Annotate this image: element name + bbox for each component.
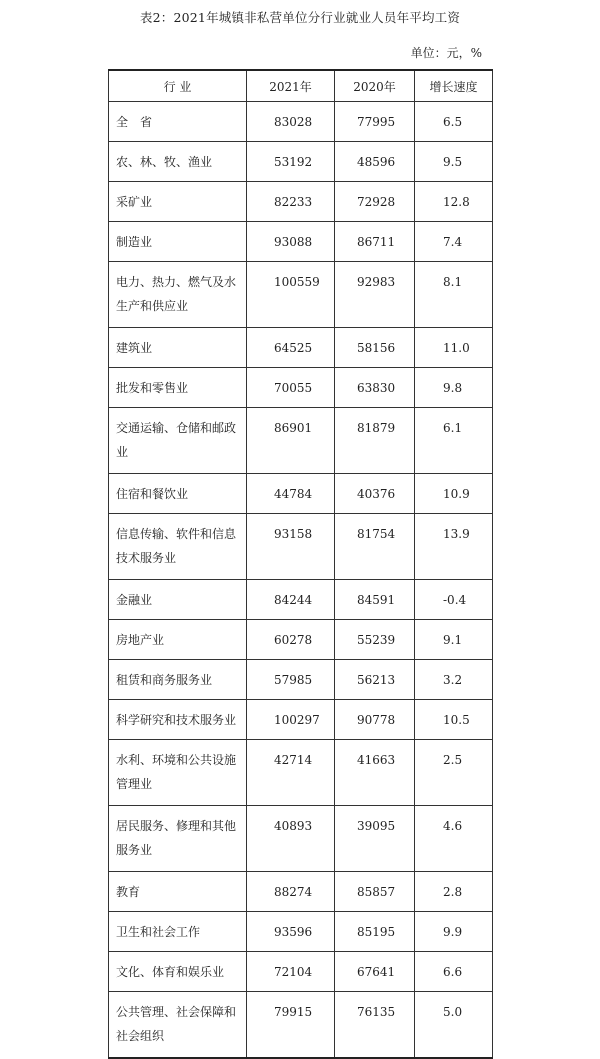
table-row [109, 182, 493, 222]
industry-cell: 住宿和餐饮业 [109, 474, 247, 514]
wage-2020-cell: 41663 [335, 740, 415, 806]
wage-2021-cell: 72104 [247, 952, 335, 992]
table-row [109, 328, 493, 368]
table-header-row [109, 70, 493, 102]
unit-label: 单位：元，% [410, 46, 482, 60]
wage-2020-cell: 77995 [335, 102, 415, 142]
growth-rate-cell: 11.0 [415, 328, 493, 368]
industry-cell: 金融业 [109, 580, 247, 620]
industry-cell: 批发和零售业 [109, 368, 247, 408]
wage-2021-cell: 79915 [247, 992, 335, 1059]
table-title: 表2：2021年城镇非私营单位分行业就业人员年平均工资 [139, 10, 461, 25]
growth-rate-cell: 6.6 [415, 952, 493, 992]
growth-rate-cell: 6.1 [415, 408, 493, 474]
industry-cell: 农、林、牧、渔业 [109, 142, 247, 182]
table-row [109, 514, 493, 580]
table-row [109, 474, 493, 514]
growth-rate-cell: -0.4 [415, 580, 493, 620]
growth-rate-cell: 13.9 [415, 514, 493, 580]
wage-2020-cell: 55239 [335, 620, 415, 660]
wage-2021-cell: 88274 [247, 872, 335, 912]
wage-2021-cell: 82233 [247, 182, 335, 222]
industry-cell: 居民服务、修理和其他服务业 [109, 806, 247, 872]
wage-2021-cell: 93596 [247, 912, 335, 952]
growth-rate-cell: 4.6 [415, 806, 493, 872]
industry-cell: 文化、体育和娱乐业 [109, 952, 247, 992]
table-row [109, 700, 493, 740]
industry-cell: 卫生和社会工作 [109, 912, 247, 952]
industry-cell: 制造业 [109, 222, 247, 262]
wage-2020-cell: 85195 [335, 912, 415, 952]
table-row [109, 222, 493, 262]
industry-cell: 采矿业 [109, 182, 247, 222]
wage-2021-cell: 53192 [247, 142, 335, 182]
wage-2020-cell: 39095 [335, 806, 415, 872]
wage-table [108, 69, 493, 1059]
growth-rate-cell: 10.5 [415, 700, 493, 740]
growth-rate-cell: 9.5 [415, 142, 493, 182]
table-row [109, 368, 493, 408]
wage-2021-cell: 42714 [247, 740, 335, 806]
wage-2021-cell: 57985 [247, 660, 335, 700]
table-row [109, 952, 493, 992]
wage-2020-cell: 58156 [335, 328, 415, 368]
table-row [109, 660, 493, 700]
wage-2021-cell: 100559 [247, 262, 335, 328]
growth-rate-cell: 9.1 [415, 620, 493, 660]
wage-2020-cell: 81879 [335, 408, 415, 474]
wage-2021-cell: 84244 [247, 580, 335, 620]
wage-2020-cell: 48596 [335, 142, 415, 182]
wage-2021-cell: 60278 [247, 620, 335, 660]
industry-cell: 建筑业 [109, 328, 247, 368]
growth-rate-cell: 6.5 [415, 102, 493, 142]
table-row [109, 912, 493, 952]
wage-2020-cell: 40376 [335, 474, 415, 514]
wage-2020-cell: 67641 [335, 952, 415, 992]
growth-rate-cell: 9.8 [415, 368, 493, 408]
industry-cell: 水利、环境和公共设施管理业 [109, 740, 247, 806]
wage-2020-cell: 85857 [335, 872, 415, 912]
growth-rate-cell: 2.8 [415, 872, 493, 912]
wage-2020-cell: 56213 [335, 660, 415, 700]
header-2020: 2020年 [335, 70, 415, 102]
table-row [109, 580, 493, 620]
wage-2021-cell: 40893 [247, 806, 335, 872]
growth-rate-cell: 12.8 [415, 182, 493, 222]
table-row [109, 992, 493, 1059]
wage-2021-cell: 86901 [247, 408, 335, 474]
wage-2021-cell: 100297 [247, 700, 335, 740]
growth-rate-cell: 2.5 [415, 740, 493, 806]
wage-2020-cell: 72928 [335, 182, 415, 222]
industry-cell: 交通运输、仓储和邮政业 [109, 408, 247, 474]
wage-2020-cell: 63830 [335, 368, 415, 408]
table-row [109, 740, 493, 806]
growth-rate-cell: 9.9 [415, 912, 493, 952]
industry-cell: 信息传输、软件和信息技术服务业 [109, 514, 247, 580]
growth-rate-cell: 5.0 [415, 992, 493, 1059]
header-growth: 增长速度 [415, 70, 493, 102]
wage-2020-cell: 92983 [335, 262, 415, 328]
wage-2020-cell: 81754 [335, 514, 415, 580]
wage-2020-cell: 84591 [335, 580, 415, 620]
wage-2020-cell: 90778 [335, 700, 415, 740]
table-row [109, 142, 493, 182]
industry-cell: 教育 [109, 872, 247, 912]
industry-cell: 科学研究和技术服务业 [109, 700, 247, 740]
wage-2021-cell: 44784 [247, 474, 335, 514]
table-row [109, 806, 493, 872]
table-row [109, 262, 493, 328]
wage-2020-cell: 76135 [335, 992, 415, 1059]
wage-2020-cell: 86711 [335, 222, 415, 262]
growth-rate-cell: 3.2 [415, 660, 493, 700]
wage-2021-cell: 93088 [247, 222, 335, 262]
table-row [109, 620, 493, 660]
industry-cell: 全 省 [109, 102, 247, 142]
wage-2021-cell: 83028 [247, 102, 335, 142]
header-industry: 行 业 [109, 70, 247, 102]
table-row [109, 102, 493, 142]
table-row [109, 408, 493, 474]
wage-2021-cell: 70055 [247, 368, 335, 408]
growth-rate-cell: 10.9 [415, 474, 493, 514]
wage-2021-cell: 64525 [247, 328, 335, 368]
industry-cell: 电力、热力、燃气及水生产和供应业 [109, 262, 247, 328]
growth-rate-cell: 8.1 [415, 262, 493, 328]
growth-rate-cell: 7.4 [415, 222, 493, 262]
industry-cell: 房地产业 [109, 620, 247, 660]
industry-cell: 租赁和商务服务业 [109, 660, 247, 700]
industry-cell: 公共管理、社会保障和社会组织 [109, 992, 247, 1059]
table-row [109, 872, 493, 912]
header-2021: 2021年 [247, 70, 335, 102]
wage-2021-cell: 93158 [247, 514, 335, 580]
